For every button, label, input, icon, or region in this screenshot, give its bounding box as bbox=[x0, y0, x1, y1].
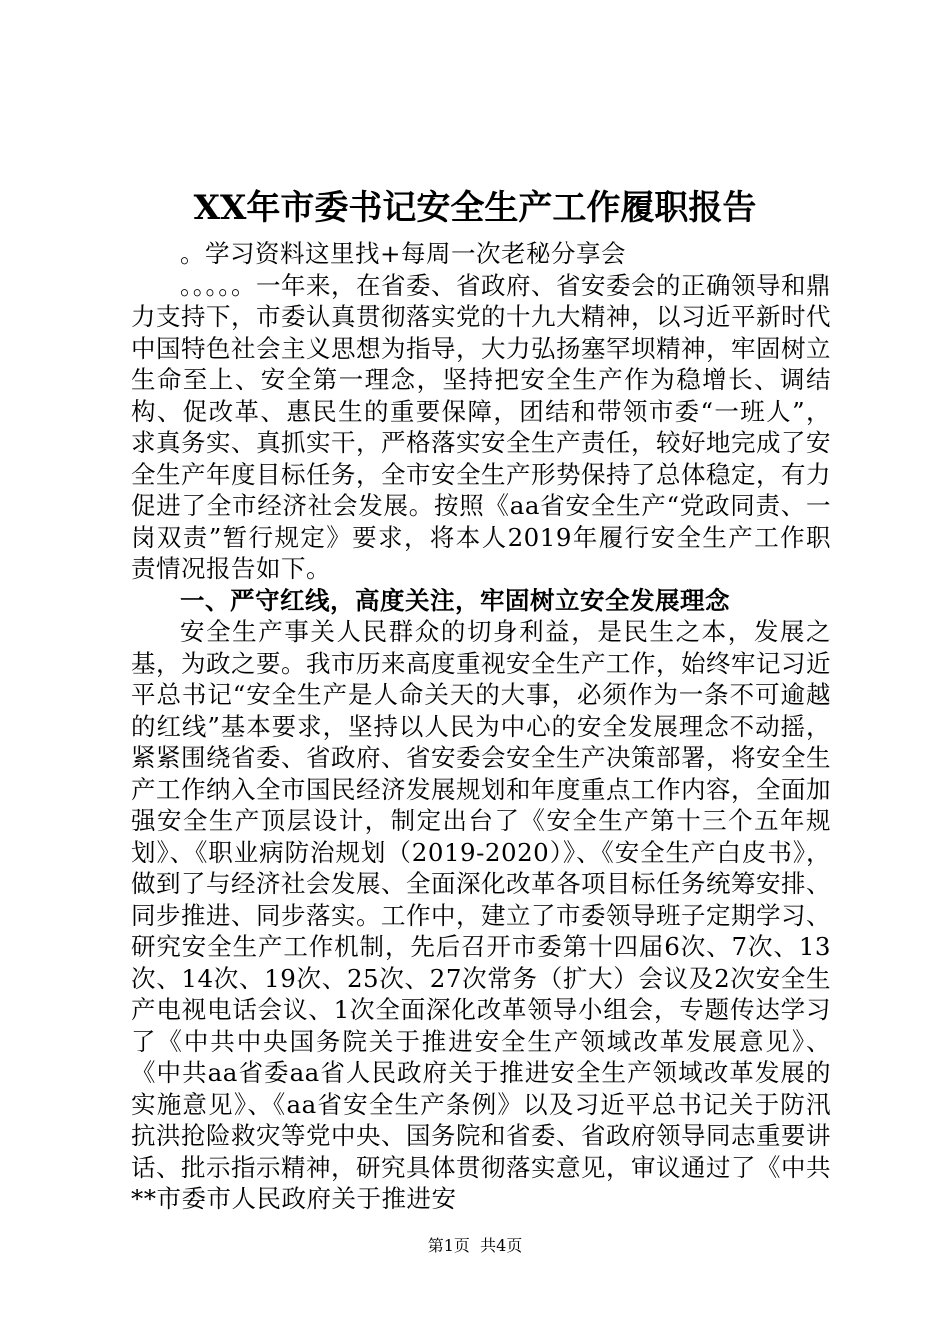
page-number-footer: 第1页 共4页 bbox=[427, 1236, 523, 1255]
intro-line: 。学习资料这里找+每周一次老秘分享会 bbox=[180, 239, 627, 268]
section-1-heading: 一、严守红线，高度关注，牢固树立安全发展理念 bbox=[180, 585, 730, 615]
paragraph-1: 。。。。。一年来，在省委、省政府、省安委会的正确领导和鼎力支持下，市委认真贯彻落实党的十九大精神，以习近平新时代中国特色社会主义思想为指导，大力弘扬塞罕坝精神，牢固树立生命至上、安全第一理念，坚持把安全生产作为稳增长、调结构、促改革、惠民生的重要保障，团结和带领市委“一班人”，求真务实、真抓实干，严格落实安全生产责任，较好地完成了安全生产年度目标任务，全市安全生产形势保持了总体稳定，有力促进了全市经济社会发展。按照《aa省安全生产“党政同责、一岗双责”暂行规定》要求，将本人2019年履行安全生产工作职责情况报告如下。 bbox=[131, 270, 831, 583]
paragraph-2: 安全生产事关人民群众的切身利益，是民生之本，发展之基，为政之要。我市历来高度重视安全生产工作，始终牢记习近平总书记“安全生产是人命关天的大事，必须作为一条不可逾越的红线”基本要求，坚持以人民为中心的安全发展理念不动摇，紧紧围绕省委、省政府、省安委会安全生产决策部署，将安全生产工作纳入全市国民经济发展规划和年度重点工作内容，全面加强安全生产顶层设计，制定出台了《安全生产第十三个五年规划》、《职业病防治规划（2019-2020）》、《安全生产白皮书》，做到了与经济社会发展、全面深化改革各项目标任务统筹安排、同步推进、同步落实。工作中，建立了市委领导班子定期学习、研究安全生产工作机制，先后召开市委第十四届6次、7次、13次、14次、19次、25次、27次常务（扩大）会议及2次安全生产电视电话会议、1次全面深化改革领导小组会，专题传达学习了《中共中央国务院关于推进安全生产领域改革发展意见》、《中共aa省委aa省人民政府关于推进安全生产领域改革发展的实施意见》、《aa省安全生产条例》以及习近平总书记关于防汛抗洪抢险救灾等党中央、国务院和省委、省政府领导同志重要讲话、批示指示精神，研究具体贯彻落实意见，审议通过了《中共**市委市人民政府关于推进安 bbox=[131, 617, 831, 1213]
document-body bbox=[131, 238, 831, 1215]
document-title: XX年市委书记安全生产工作履职报告 bbox=[193, 188, 757, 228]
